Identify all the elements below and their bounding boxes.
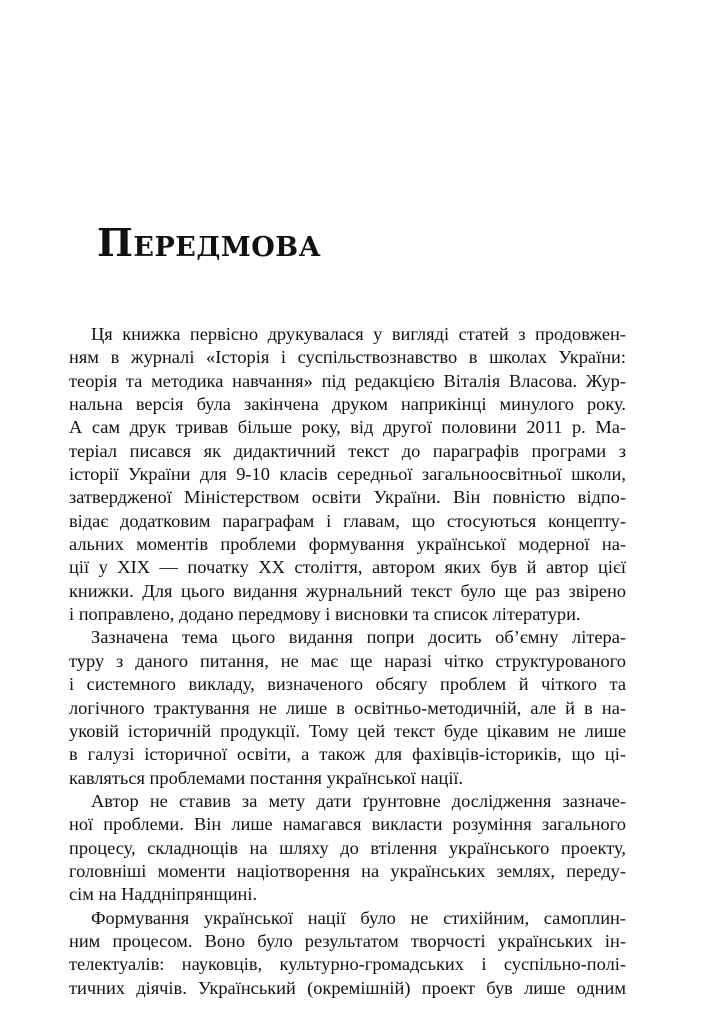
text-line: процесу, складнощів на шляху до втілення українського проекту, <box>69 837 626 858</box>
text-line: теріал писався як дидактичний текст до параграфів програми з <box>69 440 626 461</box>
text-line: Ця книжка первісно друкувалася у вигляді статей з продовжен- <box>91 324 626 344</box>
text-line: нальна версія була закінчена друком наприкінці минулого року. <box>69 394 626 415</box>
body-text <box>69 323 626 1000</box>
text-line: відає додатковим параграфам і главам, що стосуються концепту- <box>69 510 626 531</box>
text-line: затвердженої Міністерством освіти України. Він повністю відпо- <box>69 487 626 508</box>
text-line: ної проблеми. Він лише намагався викласти розуміння загального <box>69 814 626 835</box>
text-line: уковій історичній продукції. Тому цей текст буде цікавим не лише <box>69 720 626 741</box>
text-line: тичних діячів. Український (окремішній) проект був лише одним <box>69 977 626 998</box>
text-line: книжки. Для цього видання журнальний текст було ще раз звірено <box>69 580 626 601</box>
text-line: головніші моменти націотворення на українських землях, переду- <box>69 860 626 881</box>
text-line: сім на Наддніпрянщині. <box>69 884 258 905</box>
text-line: теорія та методика навчання» під редакцією Віталія Власова. Жур- <box>69 370 626 391</box>
text-line: і поправлено, додано передмову і висновки та список літератури. <box>69 604 581 625</box>
text-line: логічного трактування не лише в освітньо-методичній, але й в на- <box>69 697 626 718</box>
text-line: телектуалів: науковців, культурно-громадських і суспільно-полі- <box>69 954 626 975</box>
text-line: А сам друк тривав більше року, від другої половини 2011 р. Ма- <box>69 417 626 438</box>
text-line: історії України для 9-10 класів середньої загальноосвітньої школи, <box>69 464 626 485</box>
text-line: ним процесом. Воно було результатом творчості українських ін- <box>69 930 626 951</box>
chapter-title: Передмова <box>97 220 322 265</box>
text-line: в галузі історичної освіти, а також для фахівців-істориків, що ці- <box>69 744 626 765</box>
text-line: і системного викладу, визначеного обсягу проблем й чіткого та <box>69 674 626 695</box>
text-line: Формування української нації було не стихійним, самоплин- <box>91 907 626 928</box>
text-line: Автор не ставив за мету дати ґрунтовне дослідження зазначе- <box>91 790 626 811</box>
text-line: ції у XIX — початку XX століття, автором яких був й автор цієї <box>69 557 626 578</box>
text-line: туру з даного питання, не має ще наразі чітко структурованого <box>69 650 626 671</box>
text-line: кавляться проблемами постання української нації. <box>69 767 464 788</box>
text-line: альних моментів проблеми формування української модерної на- <box>69 534 626 555</box>
text-line: ням в журналі «Історія і суспільствознавство в школах України: <box>69 347 626 368</box>
text-line: Зазначена тема цього видання попри досить об’ємну літера- <box>91 627 626 648</box>
